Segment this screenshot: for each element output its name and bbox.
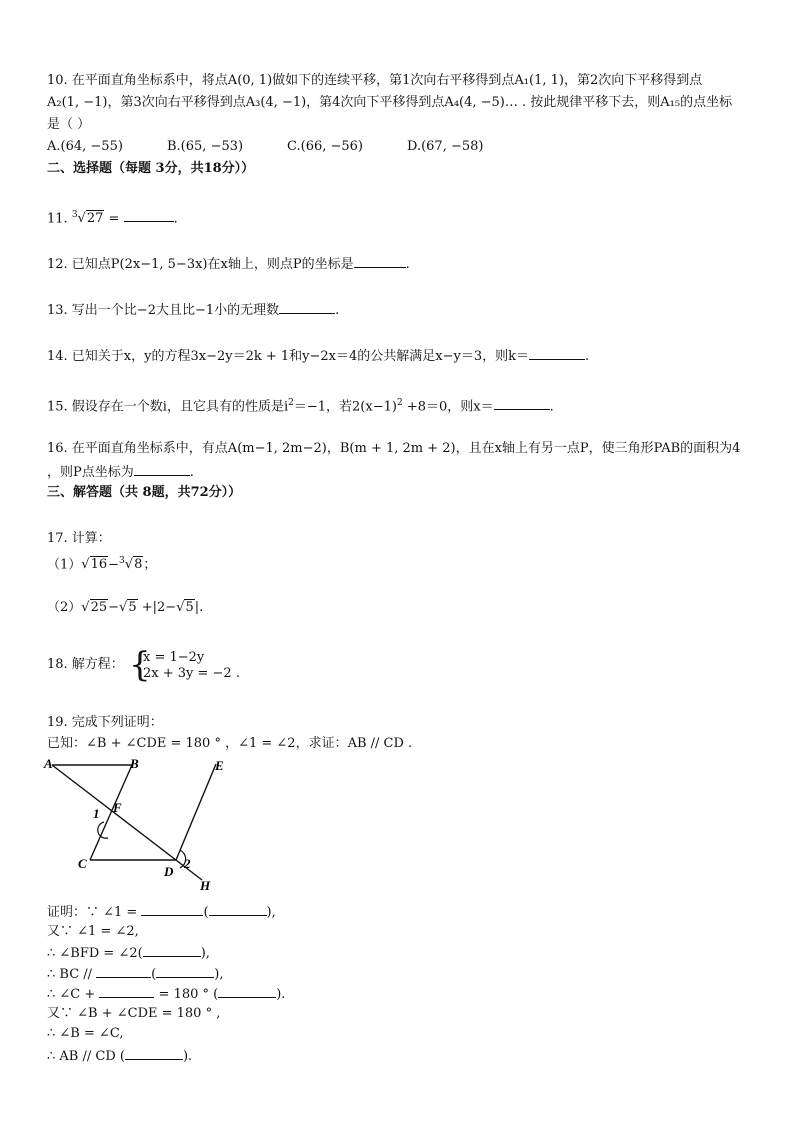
q19-proof-text: ∴ ∠B = ∠C, bbox=[47, 1026, 124, 1041]
section-3-heading: 三、解答题（共 8题，共72分）） bbox=[47, 485, 242, 500]
q19-proof-line bbox=[47, 1025, 124, 1043]
q14 bbox=[47, 346, 589, 366]
q11 bbox=[47, 206, 178, 228]
label-d: D bbox=[164, 864, 174, 879]
q19-proof-blank[interactable] bbox=[209, 902, 267, 916]
q17-part1-root-index: 3 bbox=[119, 556, 125, 566]
q15 bbox=[47, 394, 554, 416]
q19-proof-text: ∴ ∠BFD = ∠2( bbox=[47, 946, 143, 961]
label-f: F bbox=[113, 800, 122, 815]
q17-part2-sqrt-2: √5 bbox=[119, 600, 137, 615]
label-b: B bbox=[130, 756, 139, 771]
q19-proof-blank[interactable] bbox=[141, 902, 203, 916]
q10-option-d: D.(67, −58) bbox=[407, 139, 484, 154]
q17-part1-cbrt: √8 bbox=[124, 557, 143, 573]
label-a: A bbox=[44, 756, 53, 771]
q15-sup-2: 2 bbox=[396, 398, 403, 408]
q19-proof-blank[interactable] bbox=[156, 964, 214, 978]
q16-end: . bbox=[189, 465, 194, 480]
q19-proof-text: = 180 ° ( bbox=[154, 987, 219, 1002]
q19-title: 19. 完成下列证明： bbox=[47, 715, 163, 730]
q18-label: 18. 解方程： bbox=[47, 657, 124, 672]
q11-prefix: 11. bbox=[47, 211, 72, 227]
label-c: C bbox=[78, 856, 87, 871]
q17-title: 17. 计算： bbox=[47, 531, 111, 546]
q19-proof-text: ∴ ∠C + bbox=[47, 987, 100, 1002]
q15-text-b: ＝−1，若2(x−1) bbox=[293, 399, 397, 415]
q16-line1: 16. 在平面直角坐标系中，有点A(m−1, 2m−2)，B(m + 1, 2m + 2)，且在x轴上有另一点P，使三角形PAB的面积为4 bbox=[47, 441, 741, 456]
q13-text: 13. 写出一个比−2大且比−1小的无理数 bbox=[47, 303, 280, 318]
q19-proof-line bbox=[47, 943, 210, 963]
q19-proof-line bbox=[47, 1046, 192, 1066]
q12 bbox=[47, 254, 410, 274]
q15-answer-blank[interactable] bbox=[494, 396, 550, 410]
q17-part2-sqrt-3: √5 bbox=[176, 600, 194, 615]
q19-proof-line bbox=[47, 1005, 220, 1023]
q14-end: . bbox=[585, 349, 590, 364]
q11-root-index: 3 bbox=[71, 210, 78, 220]
q17-part2-radicand-1: 25 bbox=[90, 600, 108, 615]
q17-part1-label: （1） bbox=[47, 557, 82, 573]
q17-part2-abs-open: +|2− bbox=[137, 600, 177, 615]
q18-brace: { bbox=[129, 645, 151, 685]
q11-radical: √27 bbox=[77, 211, 104, 227]
q12-end: . bbox=[405, 257, 410, 272]
q17-part2-label: （2） bbox=[47, 600, 82, 615]
q14-text: 14. 已知关于x，y的方程3x−2y＝2k + 1和y−2x＝4的公共解满足x−y＝3，则k＝ bbox=[47, 349, 529, 364]
q17-part2-abs-close: |. bbox=[194, 600, 204, 615]
label-2: 2 bbox=[184, 856, 191, 871]
q19-proof-text: ( bbox=[203, 905, 209, 920]
q19-proof-blank[interactable] bbox=[218, 984, 276, 998]
q12-answer-blank[interactable] bbox=[354, 254, 406, 268]
q12-text: 12. 已知点P(2x−1, 5−3x)在x轴上，则点P的坐标是 bbox=[47, 257, 354, 272]
q16-line2 bbox=[47, 462, 194, 482]
q17-part2-minus: − bbox=[108, 600, 120, 615]
label-1: 1 bbox=[93, 806, 100, 821]
q10-line3: 是（ ） bbox=[47, 117, 91, 132]
q19-given: 已知：∠B + ∠CDE = 180 ° ，∠1 = ∠2，求证：AB // CD . bbox=[47, 736, 413, 751]
q19-proof-line bbox=[47, 923, 139, 941]
q11-end: . bbox=[173, 211, 178, 227]
q19-proof-blank[interactable] bbox=[99, 984, 154, 998]
q19-proof-text: ), bbox=[266, 905, 276, 920]
q19-proof-text: ∴ BC // bbox=[47, 966, 97, 982]
q17-part1 bbox=[47, 552, 156, 574]
q19-proof-blank[interactable] bbox=[125, 1046, 183, 1060]
q19-proof-line bbox=[47, 984, 285, 1004]
q19-proof-text: ). bbox=[182, 1048, 193, 1064]
q17-part1-end: ； bbox=[143, 557, 157, 573]
q18-equation-1: x = 1−2y bbox=[143, 650, 205, 665]
q19-proof-text: 证明：∵ ∠1 = bbox=[47, 905, 142, 920]
ray-de bbox=[176, 764, 216, 860]
q17-part2 bbox=[47, 599, 203, 617]
q19-proof-blank[interactable] bbox=[143, 943, 201, 957]
q19-proof-blank[interactable] bbox=[96, 964, 151, 978]
q11-equals: = bbox=[104, 211, 124, 227]
label-e: E bbox=[215, 758, 224, 773]
q18-equation-2-text: 2x + 3y = −2 bbox=[143, 666, 232, 681]
q19-proof-text: ( bbox=[151, 966, 157, 982]
q17-part1-radicand-2: 8 bbox=[134, 557, 143, 573]
q10-line1: 10. 在平面直角坐标系中，将点A(0, 1)做如下的连续平移，第1次向右平移得到点A₁(1, 1)，第2次向下平移得到点 bbox=[47, 73, 703, 88]
q17-part2-radicand-2: 5 bbox=[128, 600, 137, 615]
q17-part1-minus: − bbox=[108, 557, 120, 573]
q13-end: . bbox=[335, 303, 340, 318]
q14-answer-blank[interactable] bbox=[529, 346, 585, 360]
line-ah bbox=[52, 765, 202, 880]
q10-line2: A₂(1, −1)，第3次向右平移得到点A₃(4, −1)，第4次向下平移得到点A₄(4, −5)… . 按此规律平移下去，则A₁₅的点坐标 bbox=[47, 95, 733, 110]
q19-proof-text: ∴ AB // CD ( bbox=[47, 1048, 125, 1064]
section-2-heading: 二、选择题（每题 3分，共18分）） bbox=[47, 161, 255, 176]
q16-line2-text: ，则P点坐标为 bbox=[47, 465, 134, 480]
q13 bbox=[47, 300, 339, 320]
q17-part2-radicand-3: 5 bbox=[185, 600, 194, 615]
q17-part1-sqrt: √16 bbox=[81, 557, 108, 573]
q15-text-a: 15. 假设存在一个数i，且它具有的性质是i bbox=[47, 399, 289, 415]
q15-text-c: +8＝0，则x＝ bbox=[402, 399, 494, 415]
q19-proof-line bbox=[47, 964, 223, 984]
q19-geometry-figure bbox=[40, 752, 240, 894]
q15-end: . bbox=[549, 399, 554, 415]
q18-end: . bbox=[235, 666, 240, 681]
q19-proof-text: ), bbox=[200, 946, 210, 961]
q13-answer-blank[interactable] bbox=[279, 300, 335, 314]
q10-option-a: A.(64, −55) bbox=[47, 139, 123, 154]
q16-answer-blank[interactable] bbox=[134, 462, 190, 476]
q19-proof-line bbox=[47, 902, 276, 922]
q11-radicand: 27 bbox=[86, 211, 104, 227]
q17-part1-radicand-1: 16 bbox=[90, 557, 108, 573]
q18-equation-2 bbox=[143, 666, 240, 682]
q11-answer-blank[interactable] bbox=[124, 208, 174, 222]
q10-option-b: B.(65, −53) bbox=[167, 139, 244, 154]
q19-proof-text: ). bbox=[276, 987, 286, 1002]
q15-sup-1: 2 bbox=[288, 398, 294, 408]
q17-part2-sqrt-1: √25 bbox=[81, 600, 108, 615]
q10-option-c: C.(66, −56) bbox=[287, 139, 364, 154]
label-h: H bbox=[200, 878, 211, 893]
q19-proof-text: 又∵ ∠1 = ∠2, bbox=[47, 923, 139, 939]
q19-proof-text: ), bbox=[214, 966, 224, 982]
q19-proof-text: 又∵ ∠B + ∠CDE = 180 ° , bbox=[47, 1005, 221, 1021]
